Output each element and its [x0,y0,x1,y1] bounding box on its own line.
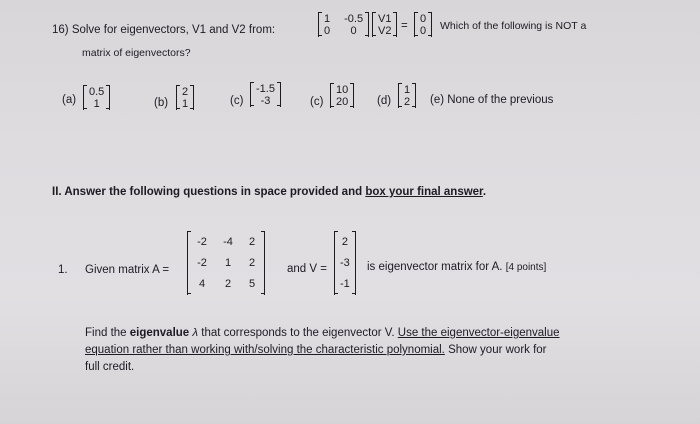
matrix-cell: 5 [248,278,256,290]
eigenvalue-word: eigenvalue [129,327,190,339]
given-matrix-label: Given matrix A = [85,264,170,276]
matrix-cell: -2 [197,236,207,248]
and-v-label: and V = [287,263,327,275]
option-b-label: (b) [154,97,169,109]
option-c2-label: (c) [310,96,324,108]
vector-cell: 2 [182,86,189,98]
section-heading-period: . [482,186,487,198]
vector-cell: -1.5 [256,83,275,95]
question-16-label: 16) Solve for eigenvectors, V1 and V2 from: [52,24,276,36]
vector-cell: -3 [260,95,271,107]
option-a-label: (a) [62,94,77,106]
eigenvector-statement [367,261,546,273]
instruction-underlined: equation rather than working with/solving the characteristic polynomial. [85,344,445,356]
vector-cell: 0 [420,25,427,37]
eigenvector-text: is eigenvector matrix for A. [367,261,503,273]
vector-cell: 10 [336,84,349,96]
vector-cell: 0.5 [89,86,105,98]
matrix-cell: 4 [198,278,206,290]
matrix-cell: 1 [324,13,331,25]
zero-vector [414,13,432,37]
vector-cell: V2 [378,25,392,37]
matrix-cell: 2 [248,257,256,269]
vector-cell: 2 [404,96,411,108]
section-2-heading [52,186,486,198]
instruction-text: that corresponds to the eigenvector V. [198,327,398,339]
equals-sign: = [401,20,408,32]
option-c2-matrix [330,84,354,108]
instruction-text: Show your work for [444,344,547,356]
option-c-matrix [250,83,281,107]
vector-cell: -3 [340,257,350,269]
question-text-cont: matrix of eigenvectors? [82,47,191,59]
lambda-symbol: λ [192,327,199,339]
instruction-line-3: full credit. [85,361,135,373]
option-b-matrix [176,86,194,110]
eigenvector-vector [372,13,397,37]
question-text: Which of the following is NOT a [440,20,587,32]
vector-cell: 1 [404,84,411,96]
option-d-matrix [398,84,416,108]
vector-cell: 1 [182,98,189,110]
section-heading-text: II. Answer the following questions in space provided and [52,186,366,198]
matrix-A [187,232,265,295]
instruction-underlined: Use the eigenvector-eigenvalue [397,327,560,339]
matrix-cell: 1 [224,257,232,269]
vector-V [334,232,356,295]
option-e: (e) None of the previous [430,94,554,106]
vector-cell: 1 [93,98,100,110]
matrix-cell: -4 [223,236,233,248]
question-1-number: 1. [58,264,68,276]
instruction-text: Find the [85,327,130,339]
points-badge: [4 points] [505,262,547,273]
option-d-label: (d) [377,95,392,107]
option-c-label: (c) [230,95,244,107]
matrix-cell: 0 [324,25,331,37]
section-heading-underlined: box your final answer [365,186,483,198]
matrix-cell: 2 [248,236,256,248]
vector-cell: V1 [378,13,392,25]
vector-cell: 20 [336,96,349,108]
matrix-cell: 0 [350,25,357,37]
matrix-cell: -0.5 [344,13,364,25]
instruction-line-2 [85,344,547,356]
vector-cell: -1 [340,278,350,290]
coefficient-matrix [318,13,369,37]
matrix-cell: -2 [197,257,207,269]
option-a-matrix [83,86,110,110]
instruction-line-1 [85,327,560,339]
vector-cell: 0 [420,13,427,25]
vector-cell: 2 [341,236,348,248]
matrix-cell: 2 [224,278,232,290]
